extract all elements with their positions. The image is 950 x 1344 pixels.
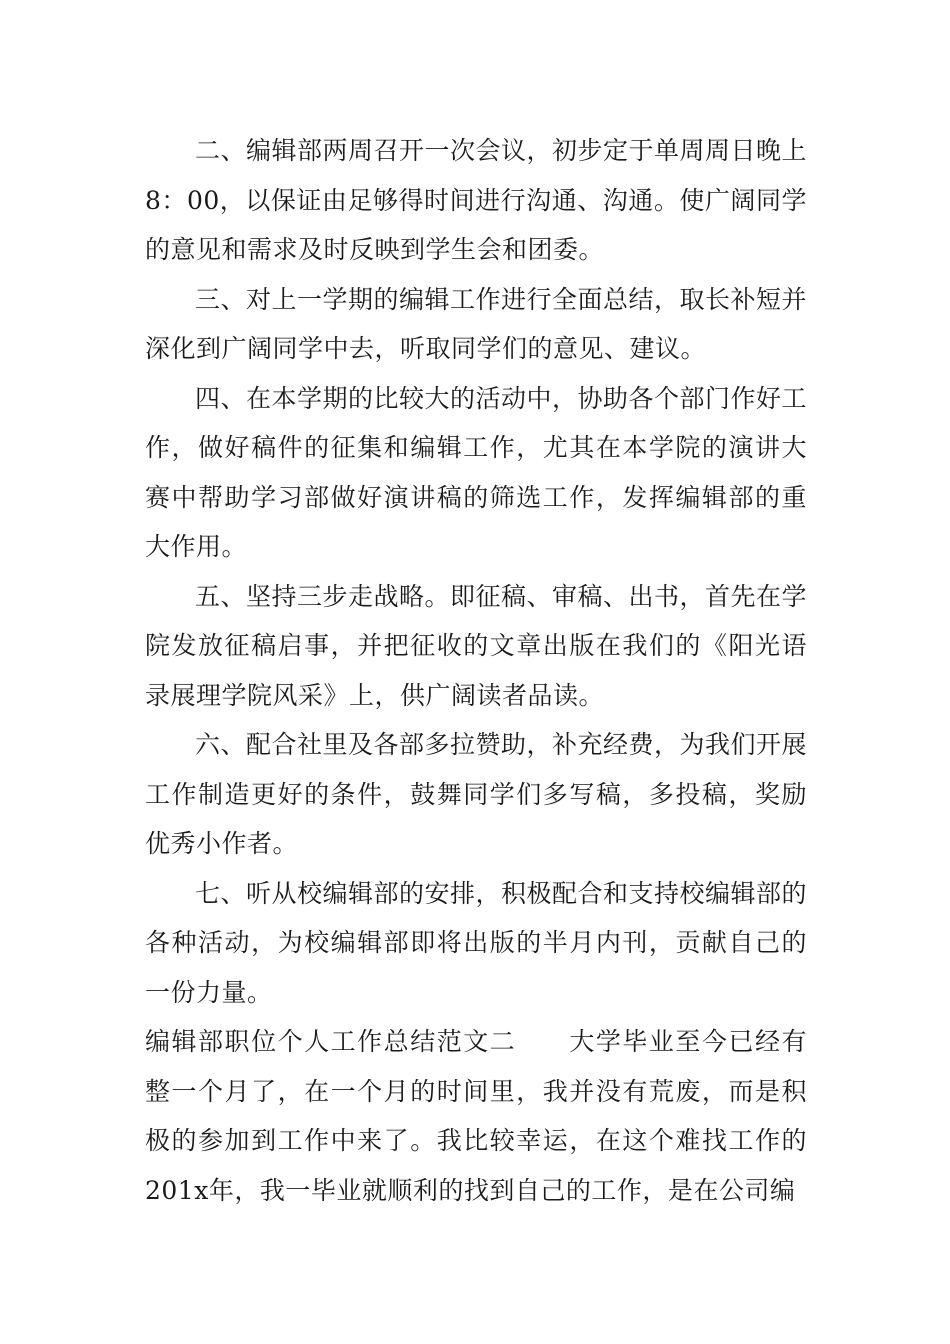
paragraph-summary: 三、对上一学期的编辑工作进行全面总结，取长补短并深化到广阔同学中去，听取同学们的意见、建议。 — [145, 284, 808, 363]
paragraph-cooperation: 七、听从校编辑部的安排，积极配合和支持校编辑部的各种活动，为校编辑部即将出版的半月内刊，贡献自己的一份力量。 — [145, 878, 808, 1007]
paragraph-strategy: 五、坚持三步走战略。即征稿、审稿、出书，首先在学院发放征稿启事，并把征收的文章出版在我们的《阳光语录展理学院风采》上，供广阔读者品读。 — [145, 581, 808, 710]
paragraph-sponsorship: 六、配合社里及各部多拉赞助，补充经费，为我们开展工作制造更好的条件，鼓舞同学们多写稿，多投稿，奖励优秀小作者。 — [145, 730, 808, 858]
paragraph-activities: 四、在本学期的比较大的活动中，协助各个部门作好工作，做好稿件的征集和编辑工作，尤其在本学院的演讲大赛中帮助学习部做好演讲稿的筛选工作，发挥编辑部的重大作用。 — [145, 383, 808, 561]
paragraph-meeting: 二、编辑部两周召开一次会议，初步定于单周周日晚上8：00，以保证由足够得时间进行沟通、沟通。使广阔同学的意见和需求及时反映到学生会和团委。 — [145, 136, 808, 264]
document-page — [145, 126, 807, 1215]
paragraph-sample-two: 编辑部职位个人工作总结范文二 大学毕业至今已经有整一个月了，在一个月的时间里，我并没有荒废，而是积极的参加到工作中来了。我比较幸运，在这个难找工作的201x年，我一毕业就顺利的找到自己的工作，是在公司编 — [145, 1027, 807, 1205]
